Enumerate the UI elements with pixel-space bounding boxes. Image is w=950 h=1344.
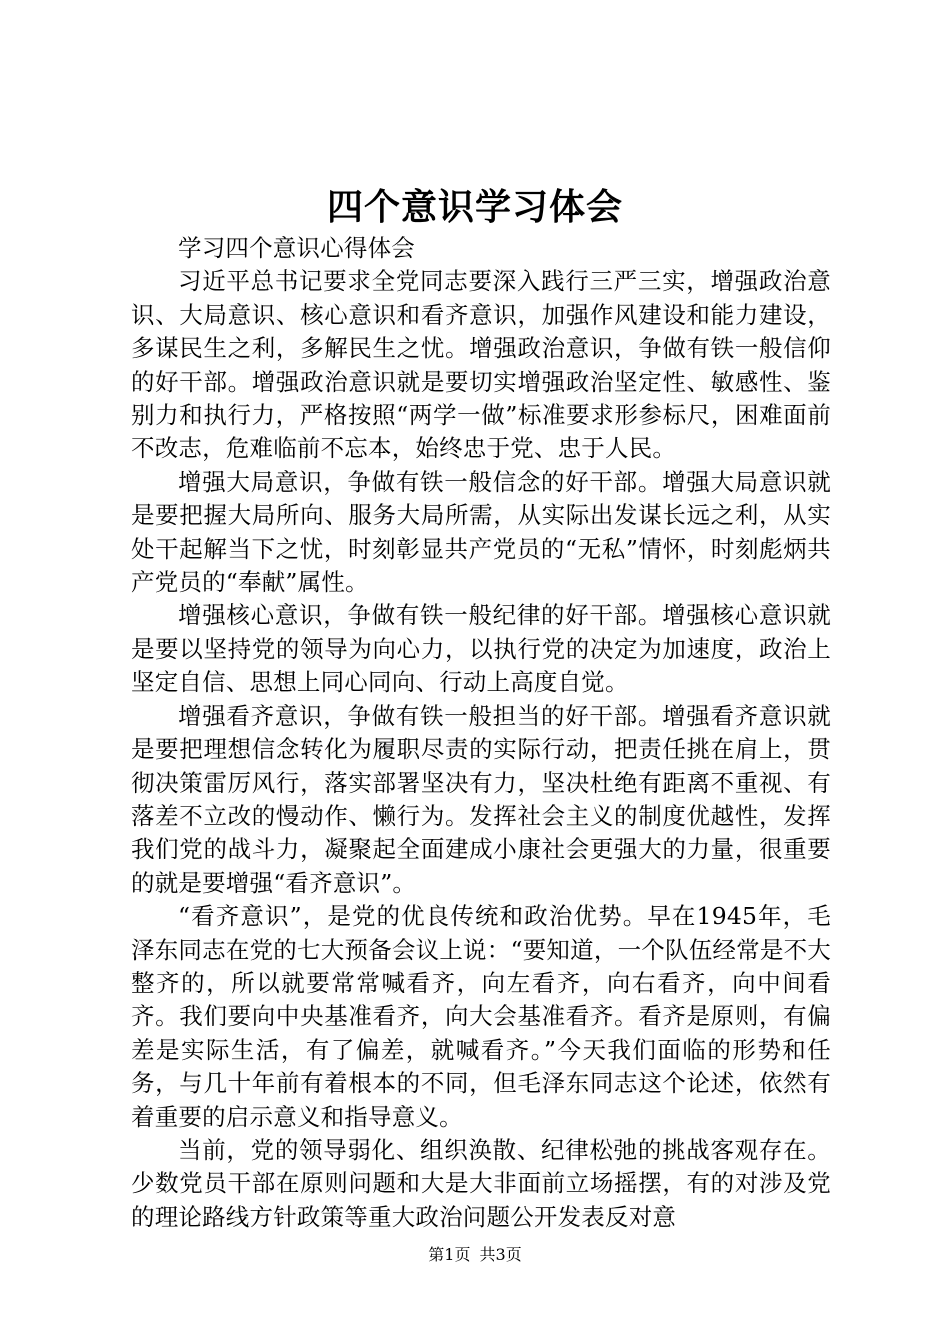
paragraph-subtitle: 学习四个意识心得体会	[178, 234, 415, 262]
paragraph: 增强看齐意识，争做有铁一般担当的好干部。增强看齐意识就是要把理想信念转化为履职尽责的实际行动，把责任挑在肩上，贯彻决策雷厉风行，落实部署坚决有力，坚决杜绝有距离不重视、有落差不立改的慢动作、懒行为。发挥社会主义的制度优越性，发挥我们党的战斗力，凝聚起全面建成小康社会更强大的力量，很重要的就是要增强“看齐意识”。	[131, 701, 831, 897]
paragraph: 当前，党的领导弱化、组织涣散、纪律松弛的挑战客观存在。少数党员干部在原则问题和大是大非面前立场摇摆，有的对涉及党的理论路线方针政策等重大政治问题公开发表反对意	[131, 1135, 831, 1231]
paragraph: “看齐意识”，是党的优良传统和政治优势。早在1945年，毛泽东同志在党的七大预备会议上说：“要知道，一个队伍经常是不大整齐的，所以就要常常喊看齐，向左看齐，向右看齐，向中间看齐。我们要向中央基准看齐，向大会基准看齐。看齐是原则，有偏差是实际生活，有了偏差，就喊看齐。”今天我们面临的形势和任务，与几十年前有着根本的不同，但毛泽东同志这个论述，依然有着重要的启示意义和指导意义。	[131, 902, 831, 1131]
document-title: 四个意识学习体会	[326, 186, 623, 228]
page-number: 第1页	[428, 1245, 471, 1264]
paragraph: 增强核心意识，争做有铁一般纪律的好干部。增强核心意识就是要以坚持党的领导为向心力，以执行党的决定为加速度，政治上坚定自信、思想上同心同向、行动上高度自觉。	[131, 601, 831, 697]
paragraph: 习近平总书记要求全党同志要深入践行三严三实，增强政治意识、大局意识、核心意识和看齐意识，加强作风建设和能力建设，多谋民生之利，多解民生之忧。增强政治意识，争做有铁一般信仰的好干部。增强政治意识就是要切实增强政治坚定性、敏感性、鉴别力和执行力，严格按照“两学一做”标准要求形参标尺，困难面前不改志，危难临前不忘本，始终忠于党、忠于人民。	[131, 267, 831, 463]
document-body	[131, 232, 831, 1234]
page-total: 共3页	[479, 1245, 522, 1264]
paragraph: 增强大局意识，争做有铁一般信念的好干部。增强大局意识就是要把握大局所向、服务大局所需，从实际出发谋长远之利，从实处干起解当下之忧，时刻彰显共产党员的“无私”情怀，时刻彪炳共产党员的“奉献”属性。	[131, 467, 831, 597]
page-footer	[0, 1244, 950, 1266]
